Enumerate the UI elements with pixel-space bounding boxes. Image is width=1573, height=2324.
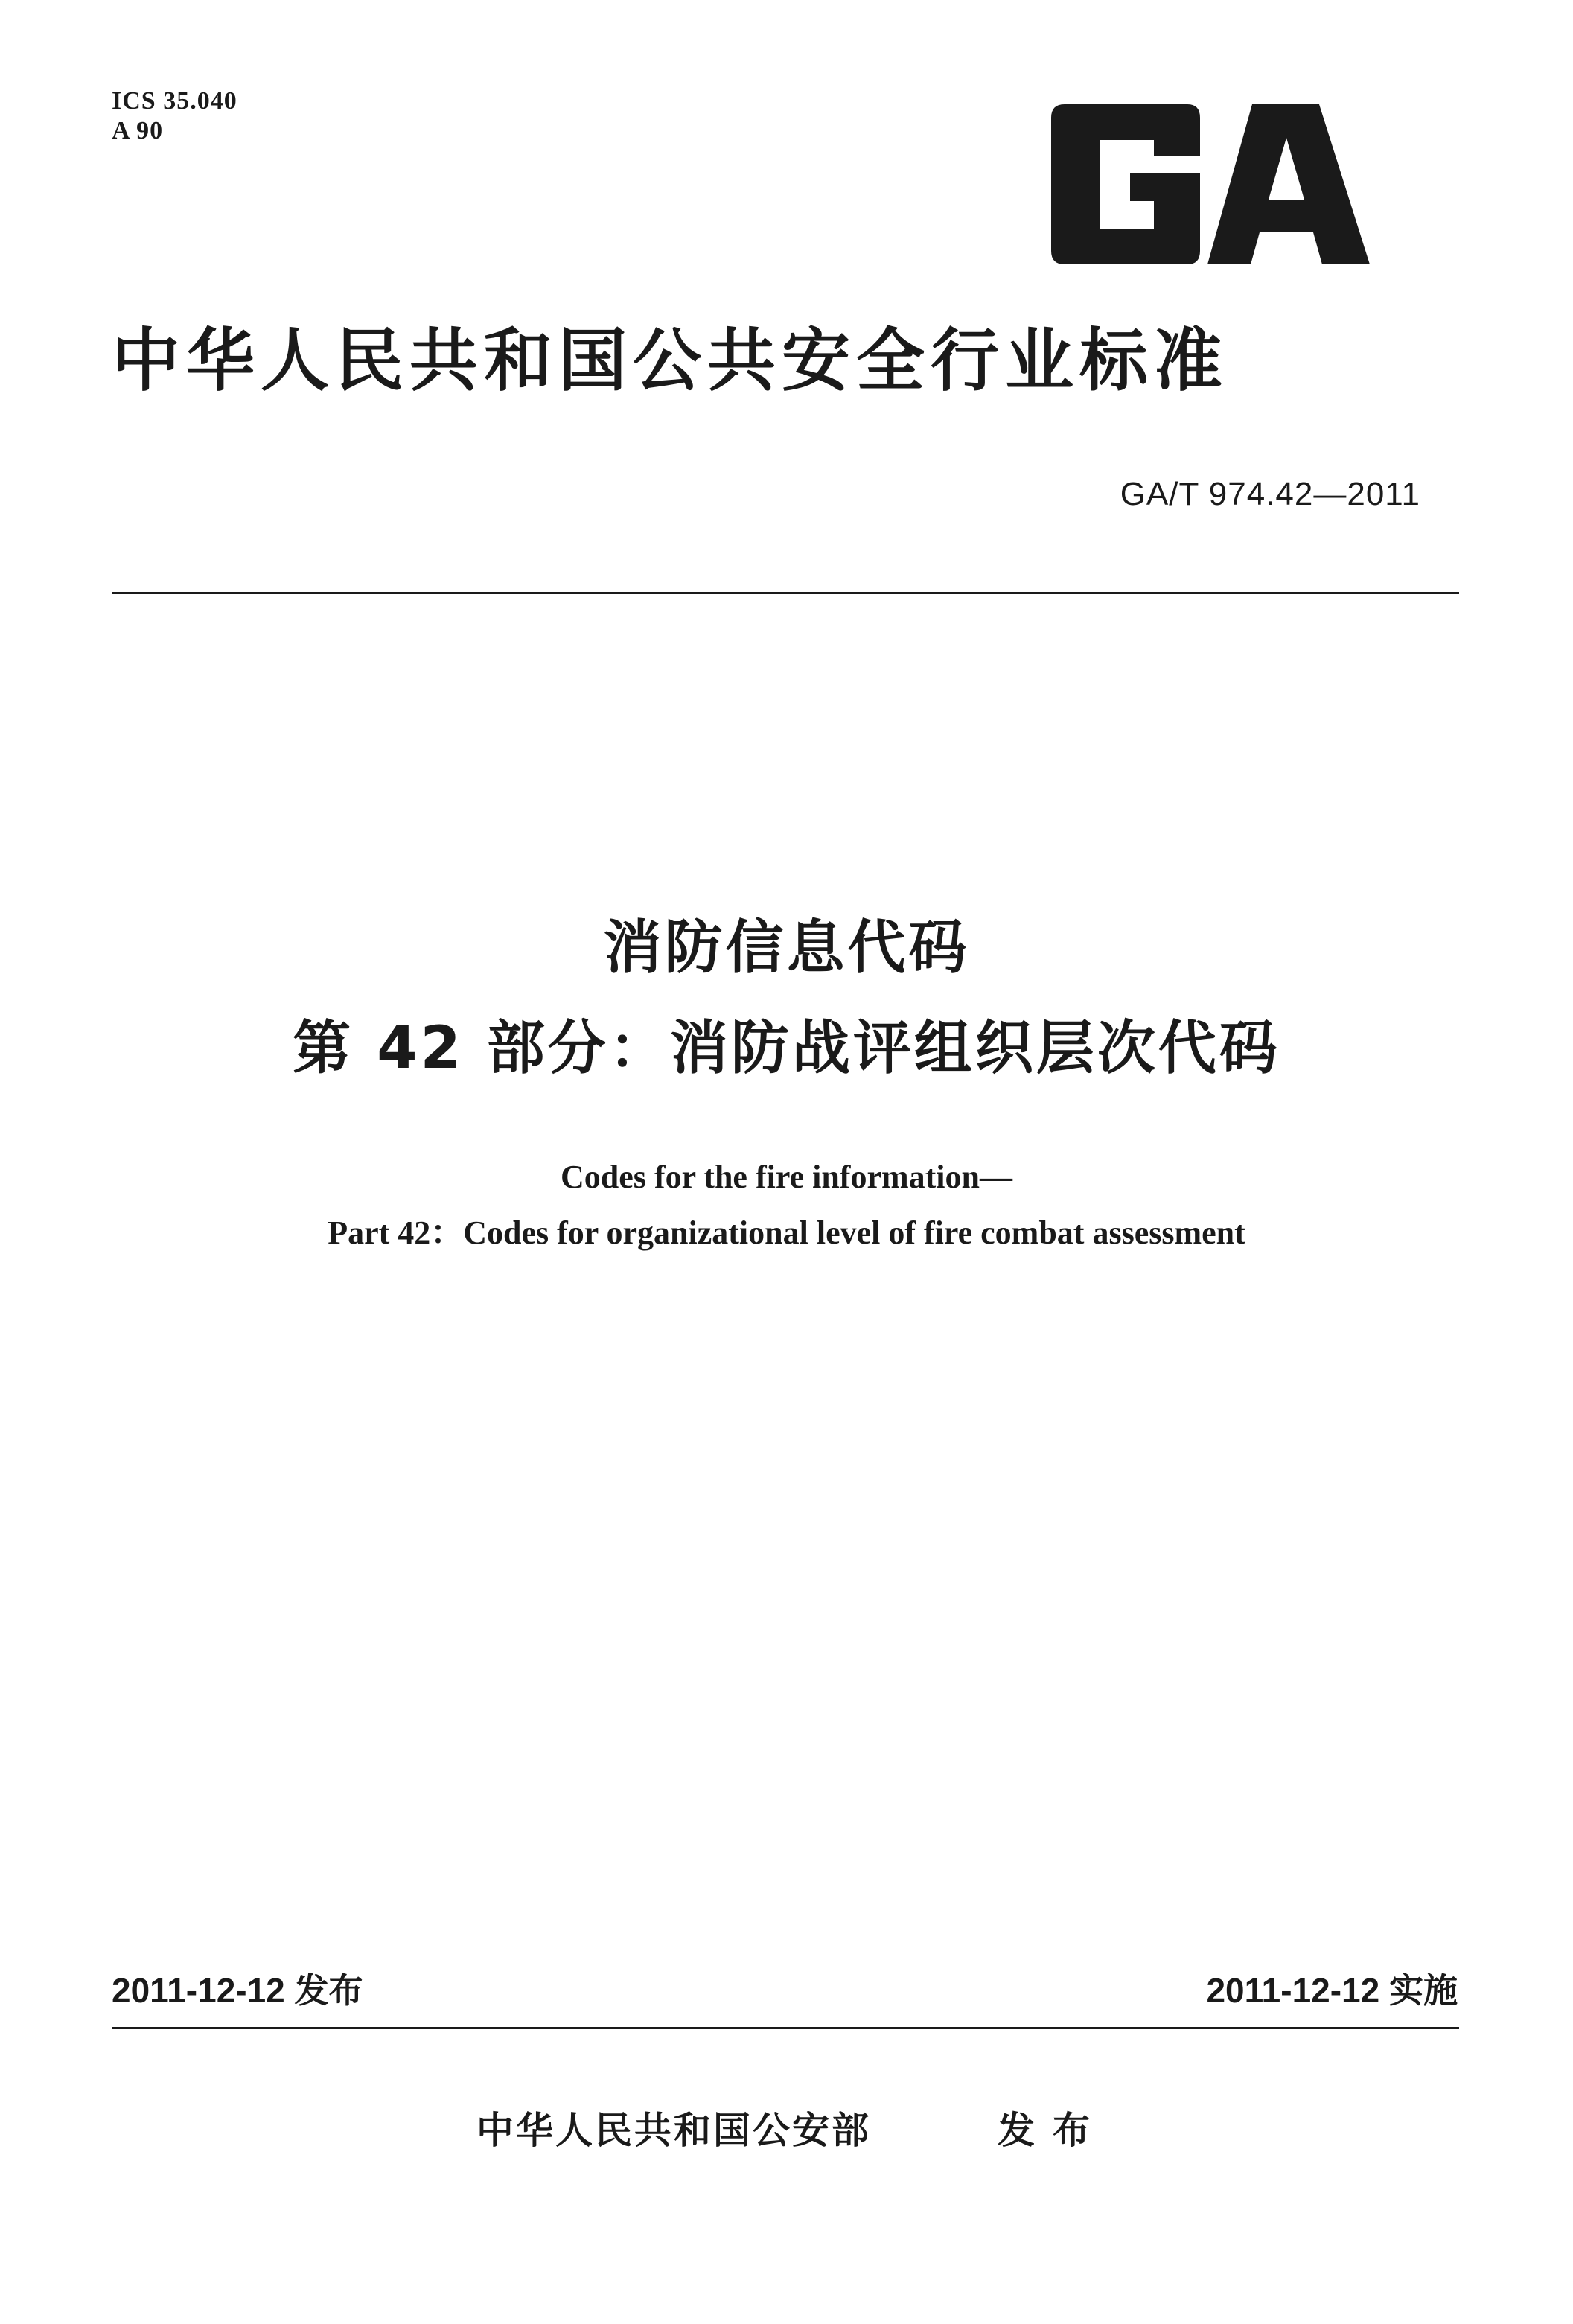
ics-code: ICS 35.040: [112, 87, 237, 115]
ga-logo-letter-g: [1051, 104, 1200, 264]
ccs-code: A 90: [112, 117, 164, 144]
english-title-line-1: Codes for the fire information—: [561, 1159, 1012, 1195]
header-divider: [112, 592, 1459, 594]
footer-divider: [112, 2027, 1459, 2029]
publish-label: 发布: [998, 2109, 1108, 2152]
english-title-line-2: Part 42：Codes for organizational level of fire combat assessment: [328, 1214, 1245, 1251]
ga-logo: [1042, 104, 1370, 264]
standard-category-title: 中华人民共和国公共安全行业标准: [112, 321, 1229, 401]
ga-logo-letter-a: [1207, 104, 1370, 264]
standard-number: GA/T 974.42—2011: [1120, 476, 1420, 512]
publisher-name: 中华人民共和国公安部: [476, 2109, 871, 2152]
chinese-title-line-2: 第 42 部分：消防战评组织层次代码: [293, 1015, 1280, 1082]
chinese-title-line-1: 消防信息代码: [603, 914, 970, 981]
issue-date: 2011-12-12 发布: [112, 1971, 363, 2010]
implementation-date: 2011-12-12 实施: [1206, 1971, 1458, 2010]
